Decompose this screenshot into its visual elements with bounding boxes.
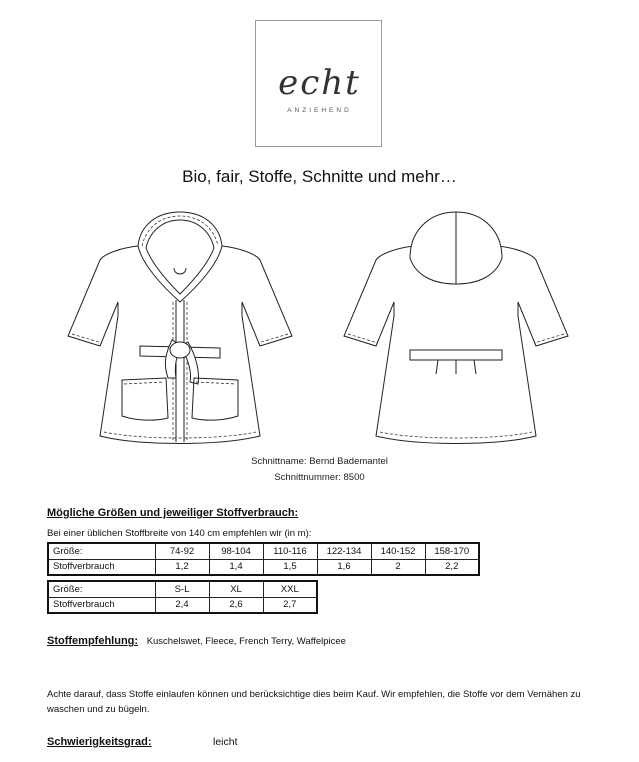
difficulty-value: leicht: [213, 736, 238, 748]
sizes-heading: Mögliche Größen und jeweiliger Stoffverbrauch:: [47, 507, 299, 519]
table-cell: 1,6: [317, 559, 371, 575]
pattern-name: Schnittname: Bernd Bademantel: [251, 456, 388, 467]
table-cell: Größe:: [48, 581, 155, 597]
logo: [255, 20, 382, 147]
bathrobe-technical-drawings: [60, 206, 580, 456]
table-cell: Größe:: [48, 543, 155, 559]
table-cell: 74-92: [155, 543, 209, 559]
table-row: [48, 581, 317, 597]
table-cell: 1,5: [263, 559, 317, 575]
sizes-subheading: Bei einer üblichen Stoffbreite von 140 cm empfehlen wir (in m):: [47, 528, 312, 539]
fabric-recommendation-value: Kuschelswet, Fleece, French Terry, Waffelpicee: [146, 636, 346, 647]
size-table-adults: [47, 580, 318, 614]
table-row: [48, 543, 479, 559]
table-cell: XXL: [263, 581, 317, 597]
size-table-children: [47, 542, 480, 576]
table-cell: S-L: [155, 581, 209, 597]
table-cell: 98-104: [209, 543, 263, 559]
table-cell: 158-170: [425, 543, 479, 559]
bathrobe-front-drawing: [68, 212, 292, 444]
difficulty-label: Schwierigkeitsgrad:: [47, 736, 152, 748]
table-row: [48, 559, 479, 575]
logo-script-text: echt: [278, 63, 361, 103]
table-cell: 122-134: [317, 543, 371, 559]
table-cell: XL: [209, 581, 263, 597]
table-cell: Stoffverbrauch: [48, 559, 155, 575]
tagline: Bio, fair, Stoffe, Schnitte und mehr…: [182, 167, 457, 186]
care-note: Achte darauf, dass Stoffe einlaufen können und berücksichtige dies beim Kauf. Wir empfehlen, die Stoffe vor dem Vernähen zu waschen und zu bügeln.: [47, 689, 581, 715]
table-cell: 110-116: [263, 543, 317, 559]
table-row: [48, 597, 317, 613]
table-cell: 140-152: [371, 543, 425, 559]
table-cell: 1,4: [209, 559, 263, 575]
table-cell: 2,6: [209, 597, 263, 613]
table-cell: Stoffverbrauch: [48, 597, 155, 613]
table-cell: 2: [371, 559, 425, 575]
table-cell: 1,2: [155, 559, 209, 575]
table-cell: 2,2: [425, 559, 479, 575]
bathrobe-back-drawing: [344, 212, 568, 444]
table-cell: 2,7: [263, 597, 317, 613]
fabric-recommendation: [47, 635, 346, 647]
table-cell: 2,4: [155, 597, 209, 613]
logo-subtitle: ANZIEHEND: [287, 107, 352, 114]
pattern-number: Schnittnummer: 8500: [274, 472, 365, 483]
fabric-recommendation-label: Stoffempfehlung:: [47, 635, 139, 647]
